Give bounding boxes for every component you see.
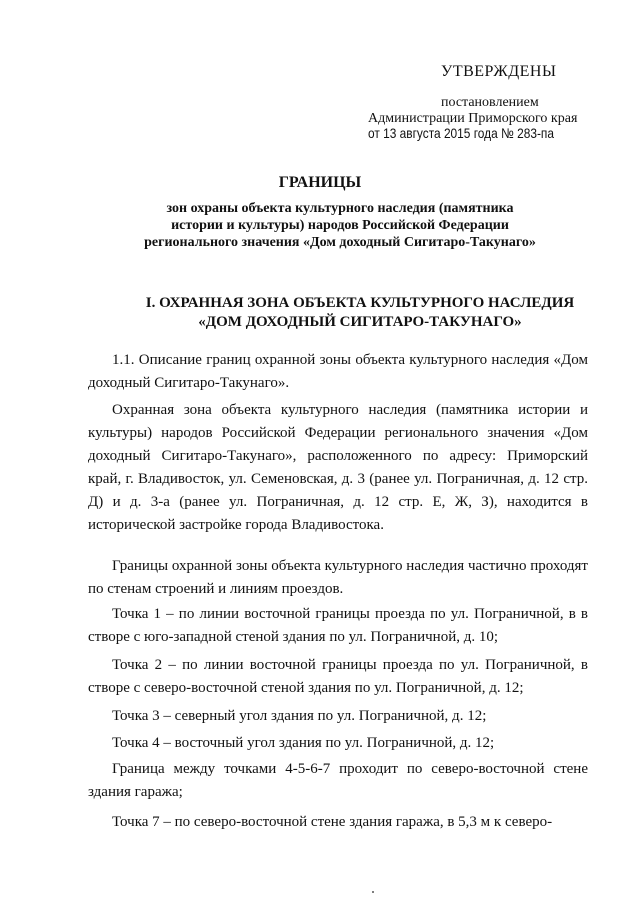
approval-decree-label: постановлением [441,95,539,110]
paragraph-text: Граница между точками 4-5-6-7 проходит по северо-восточной стене здания гаража; [88,761,588,800]
paragraph [88,603,588,649]
paragraph-text: Точка 7 – по северо-восточной стене здания гаража, в 5,3 м к северо- [112,814,553,830]
paragraph-text: Границы охранной зоны объекта культурного наследия частично проходят по стенам строений и линиям проездов. [88,558,588,597]
paragraph [88,811,588,834]
document-title: ГРАНИЦЫ [278,174,362,191]
paragraph-text: 1.1. Описание границ охранной зоны объекта культурного наследия «Дом доходный Сигитаро-Такунаго». [88,352,588,391]
paragraph [88,399,588,537]
paragraph-text: Охранная зона объекта культурного наследия (памятника истории и культуры) народов Российской Федерации регионального значения «Дом доходный Сигитаро-Такунаго», расположенного по адресу: Приморский край, г. Владивосток, ул. Семеновская, д. 3 (ранее ул. Пограничная, д. 12 стр. Д) и д. 3-а (ранее ул. Пограничная, д. 12 стр. Е, Ж, З), находится в исторической застройке города Владивостока. [88,402,588,533]
section-heading: I. ОХРАННАЯ ЗОНА ОБЪЕКТА КУЛЬТУРНОГО НАСЛЕДИЯ «ДОМ ДОХОДНЫЙ СИГИТАРО-ТАКУНАГО» [145,295,575,330]
paragraph-text: Точка 1 – по линии восточной границы проезда по ул. Пограничной, в в створе с юго-западной стеной здания по ул. Пограничной, д. 10; [88,606,588,645]
approval-administration: Администрации Приморского края [368,111,578,126]
paragraph [88,732,588,755]
approval-date-number: от 13 августа 2015 года № 283-па [368,125,554,141]
paragraph-text: Точка 2 – по линии восточной границы проезда по ул. Пограничной, в створе с северо-восточной стеной здания по ул. Пограничной, д. 12; [88,657,588,696]
paragraph [88,555,588,601]
paragraph [88,349,588,395]
scan-speck [372,891,374,893]
paragraph [88,758,588,804]
approval-stamp-title: УТВЕРЖДЕНЫ [441,63,557,80]
paragraph [88,705,588,728]
paragraph-text: Точка 4 – восточный угол здания по ул. Пограничной, д. 12; [112,735,495,751]
paragraph-text: Точка 3 – северный угол здания по ул. Пограничной, д. 12; [112,708,487,724]
paragraph [88,654,588,700]
document-subtitle: зон охраны объекта культурного наследия (памятника истории и культуры) народов Российской Федерации регионального значения «Дом доходный Сигитаро-Такунаго» [144,201,536,250]
